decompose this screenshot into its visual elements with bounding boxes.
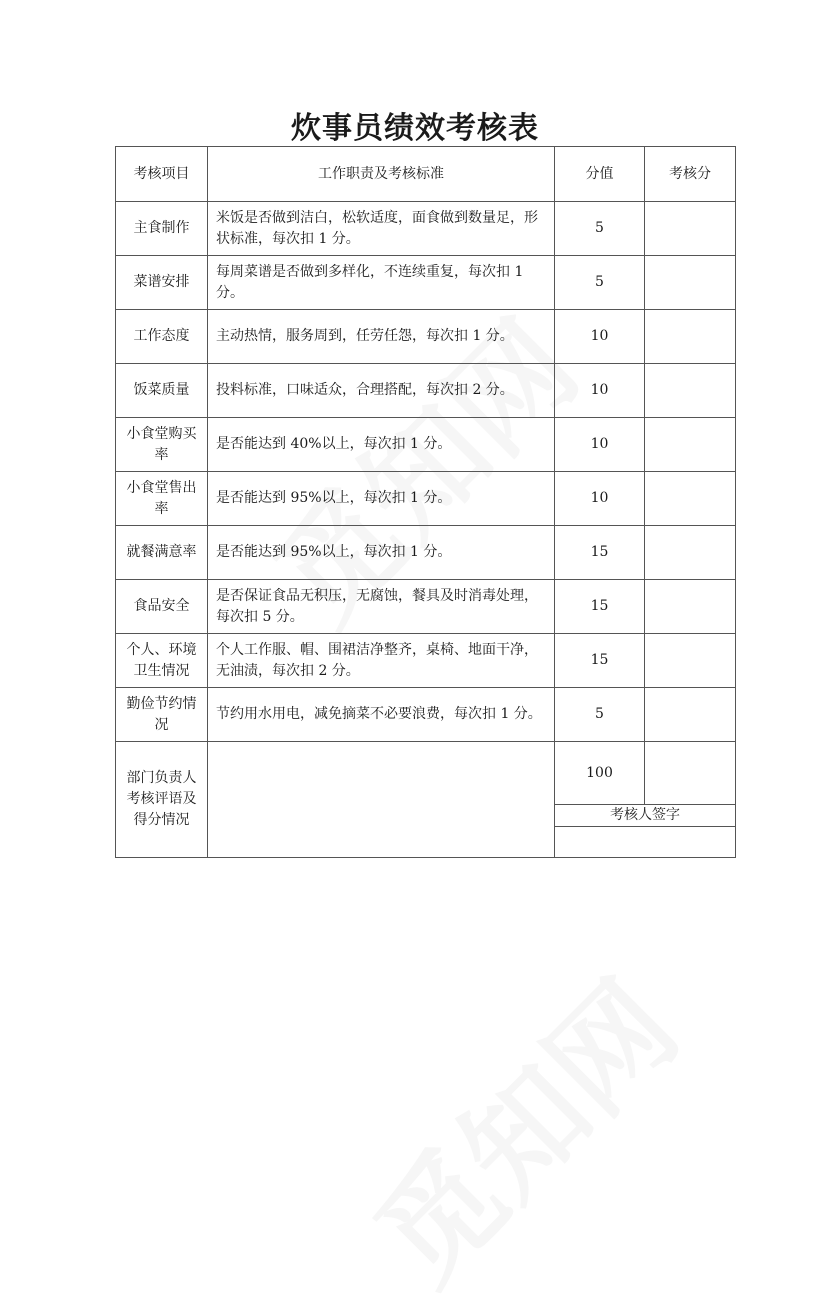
- standard-cell: 是否能达到 40%以上，每次扣 1 分。: [208, 418, 555, 472]
- result-cell[interactable]: [645, 580, 736, 634]
- item-cell: 工作态度: [116, 310, 208, 364]
- header-standard: 工作职责及考核标准: [208, 147, 555, 202]
- item-cell: 就餐满意率: [116, 526, 208, 580]
- score-cell: 5: [555, 256, 645, 310]
- header-result: 考核分: [645, 147, 736, 202]
- score-cell: 5: [555, 688, 645, 742]
- item-cell: 食品安全: [116, 580, 208, 634]
- result-cell[interactable]: [645, 472, 736, 526]
- standard-cell: 每周菜谱是否做到多样化，不连续重复，每次扣 1 分。: [208, 256, 555, 310]
- result-cell[interactable]: [645, 256, 736, 310]
- standard-cell: 是否保证食品无积压，无腐蚀，餐具及时消毒处理，每次扣 5 分。: [208, 580, 555, 634]
- signature-label: 考核人签字: [555, 805, 736, 827]
- item-cell: 个人、环境卫生情况: [116, 634, 208, 688]
- table-row: [116, 688, 736, 742]
- standard-cell: 节约用水用电，减免摘菜不必要浪费，每次扣 1 分。: [208, 688, 555, 742]
- score-cell: 10: [555, 472, 645, 526]
- item-cell: 勤俭节约情况: [116, 688, 208, 742]
- standard-cell: 主动热情，服务周到，任劳任怨，每次扣 1 分。: [208, 310, 555, 364]
- score-cell: 10: [555, 310, 645, 364]
- table-row: [116, 472, 736, 526]
- standard-cell: 投料标准，口味适众，合理搭配，每次扣 2 分。: [208, 364, 555, 418]
- comment-cell[interactable]: [208, 742, 555, 858]
- score-cell: 15: [555, 526, 645, 580]
- signature-cell[interactable]: [555, 827, 736, 858]
- item-cell: 小食堂售出率: [116, 472, 208, 526]
- score-cell: 5: [555, 202, 645, 256]
- score-cell: 15: [555, 634, 645, 688]
- table-row: [116, 202, 736, 256]
- assessment-table: [115, 146, 736, 858]
- table-row: [116, 418, 736, 472]
- result-cell[interactable]: [645, 310, 736, 364]
- result-cell[interactable]: [645, 526, 736, 580]
- score-cell: 10: [555, 364, 645, 418]
- table-row: [116, 580, 736, 634]
- page-title: 炊事员绩效考核表: [291, 111, 539, 146]
- watermark: [332, 938, 708, 1314]
- table-row: [116, 526, 736, 580]
- result-cell[interactable]: [645, 688, 736, 742]
- footer-item-cell: 部门负责人考核评语及得分情况: [116, 742, 208, 858]
- item-cell: 主食制作: [116, 202, 208, 256]
- result-cell[interactable]: [645, 634, 736, 688]
- table-row: [116, 364, 736, 418]
- standard-cell: 是否能达到 95%以上，每次扣 1 分。: [208, 526, 555, 580]
- header-item: 考核项目: [116, 147, 208, 202]
- standard-cell: 个人工作服、帽、围裙洁净整齐，桌椅、地面干净，无油渍，每次扣 2 分。: [208, 634, 555, 688]
- total-result-cell[interactable]: [645, 742, 736, 805]
- score-cell: 15: [555, 580, 645, 634]
- total-score-cell: 100: [555, 742, 645, 805]
- header-score: 分值: [555, 147, 645, 202]
- table-row: [116, 256, 736, 310]
- table-row: [116, 310, 736, 364]
- result-cell[interactable]: [645, 364, 736, 418]
- footer-row: [116, 742, 736, 805]
- item-cell: 菜谱安排: [116, 256, 208, 310]
- header-row: [116, 147, 736, 202]
- item-cell: 小食堂购买率: [116, 418, 208, 472]
- standard-cell: 米饭是否做到洁白，松软适度，面食做到数量足，形状标准，每次扣 1 分。: [208, 202, 555, 256]
- table-row: [116, 634, 736, 688]
- standard-cell: 是否能达到 95%以上，每次扣 1 分。: [208, 472, 555, 526]
- item-cell: 饭菜质量: [116, 364, 208, 418]
- result-cell[interactable]: [645, 202, 736, 256]
- score-cell: 10: [555, 418, 645, 472]
- result-cell[interactable]: [645, 418, 736, 472]
